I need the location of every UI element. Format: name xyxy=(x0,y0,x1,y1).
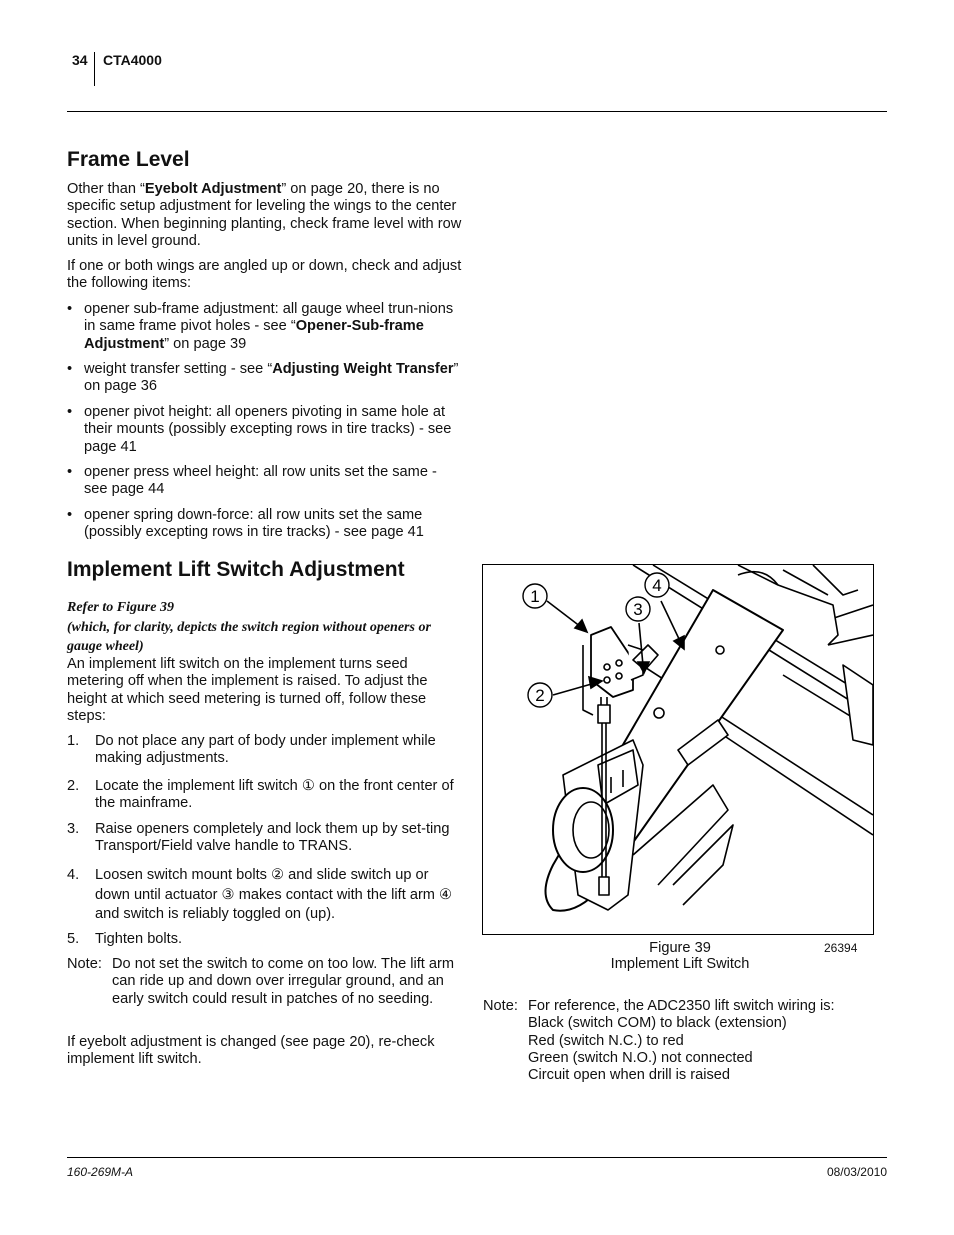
wiring-line: Circuit open when drill is raised xyxy=(528,1067,730,1084)
text-run: ” on page 39 xyxy=(164,335,247,352)
wiring-line: For reference, the ADC2350 lift switch wiring is: xyxy=(528,998,835,1014)
step-number: 5. xyxy=(67,931,80,947)
callout-4-label: 4 xyxy=(652,576,662,595)
figure-39-illustration xyxy=(482,564,874,935)
note-label: Note: xyxy=(67,956,102,972)
bullet-dot: • xyxy=(67,404,73,420)
note-label: Note: xyxy=(483,998,518,1014)
bullet-dot: • xyxy=(67,301,73,317)
wiring-line: Red (switch N.C.) to red xyxy=(528,1032,684,1049)
text-run: ” on page 20, there is no specific setup adjustment for leveling the wings to the center section. When beginning planting, check frame level with row units in level ground. xyxy=(67,181,462,249)
bullet-dot: • xyxy=(67,464,73,480)
lift-switch-drawing xyxy=(483,565,873,934)
callout-2-label: 2 xyxy=(535,686,545,705)
bullet-item xyxy=(67,361,462,396)
bullet-text: opener spring down-force: all row units set the same (possibly excepting rows in tire tracks) - see page 41 xyxy=(84,507,424,541)
bullet-item xyxy=(67,464,462,499)
step-item xyxy=(67,778,462,813)
lift-switch-heading: Implement Lift Switch Adjustment xyxy=(67,558,405,581)
lift-switch-intro: An implement lift switch on the implement turns seed metering off when the implement is raised. To adjust the height at which seed metering is turned off, follow these steps: xyxy=(67,656,428,724)
bullet-dot: • xyxy=(67,361,73,377)
step-text: Tighten bolts. xyxy=(95,931,183,947)
bold-reference: Opener-Sub-frame Adjustment xyxy=(84,318,424,352)
document-title: CTA4000 xyxy=(103,52,162,68)
step-item xyxy=(67,821,462,856)
figure-caption xyxy=(560,940,800,972)
text-run: Other than “ xyxy=(67,181,145,197)
step-text: Locate the implement lift switch ① on the front center of the mainframe. xyxy=(95,778,454,812)
page-number: 34 xyxy=(72,52,88,68)
document-number: 160-269M-A xyxy=(67,1165,134,1179)
bullet-item xyxy=(67,301,462,353)
lift-switch-closing: If eyebolt adjustment is changed (see page 20), re-check implement lift switch. xyxy=(67,1034,435,1068)
callout-3-label: 3 xyxy=(633,600,643,619)
text-run: ” on page 36 xyxy=(84,361,459,395)
step-item xyxy=(67,866,462,925)
step-number: 2. xyxy=(67,778,80,794)
bullet-text: opener press wheel height: all row units set the same - see page 44 xyxy=(84,464,437,498)
figure-id: 26394 xyxy=(824,941,858,955)
step-number: 3. xyxy=(67,821,80,837)
wiring-line: Black (switch COM) to black (extension) xyxy=(528,1015,787,1032)
step-text: Do not place any part of body under implement while making adjustments. xyxy=(95,733,436,767)
header-divider xyxy=(94,52,95,86)
frame-level-paragraph-1 xyxy=(67,181,462,250)
bullet-item xyxy=(67,404,462,456)
step-text: Loosen switch mount bolts ② and slide switch up or down until actuator ③ makes contact with the lift arm ④ and switch is reliably toggled on (up). xyxy=(95,867,453,922)
bullet-text: opener pivot height: all openers pivoting in same hole at their mounts (possibly excepting rows in tire tracks) - see page 41 xyxy=(84,404,452,455)
figure-number: Figure 39 xyxy=(649,940,711,956)
footer-rule xyxy=(67,1157,887,1158)
step-number: 4. xyxy=(67,867,80,883)
figure-title: Implement Lift Switch xyxy=(610,956,750,972)
wiring-line: Green (switch N.O.) not connected xyxy=(528,1049,753,1066)
step-item xyxy=(67,931,462,948)
callout-1-label: 1 xyxy=(530,587,540,606)
document-date: 08/03/2010 xyxy=(826,1165,887,1179)
step-item xyxy=(67,733,462,768)
frame-level-heading: Frame Level xyxy=(67,148,190,171)
bullet-item xyxy=(67,507,462,542)
bullet-dot: • xyxy=(67,507,73,523)
step-number: 1. xyxy=(67,733,80,749)
caution-note xyxy=(67,956,462,1008)
figure-reference xyxy=(67,598,462,657)
figure-reference-note: (which, for clarity, depicts the switch region without openers or gauge wheel) xyxy=(67,619,431,654)
text-run: weight transfer setting - see “ xyxy=(84,361,273,377)
note-text: Do not set the switch to come on too low. The lift arm can ride up and down over irregular ground, and an early switch could result in patches of no seeding. xyxy=(112,956,455,1007)
figure-reference-line: Refer to Figure 39 xyxy=(67,600,174,615)
wiring-note xyxy=(483,998,883,1084)
bold-reference: Adjusting Weight Transfer xyxy=(272,361,454,377)
frame-level-paragraph-2: If one or both wings are angled up or down, check and adjust the following items: xyxy=(67,258,462,292)
header-rule xyxy=(67,111,887,112)
bold-reference: Eyebolt Adjustment xyxy=(144,181,282,197)
text-run: opener sub-frame adjustment: all gauge wheel trun-nions in same frame pivot holes - see “ xyxy=(84,301,454,335)
step-text: Raise openers completely and lock them up by set-ting Transport/Field valve handle to TRANS. xyxy=(95,821,450,855)
